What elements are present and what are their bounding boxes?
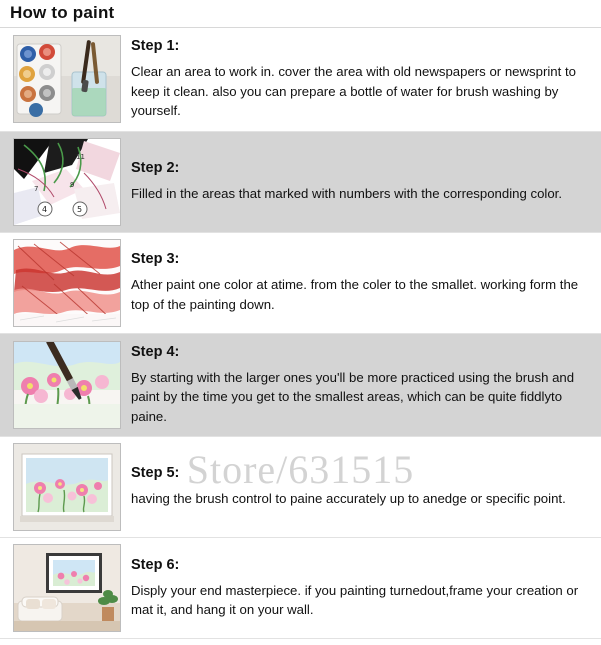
step-row [0,437,601,538]
page-title-bar [0,0,601,27]
step-thumbnail-cell [0,437,127,537]
step-label: Step 1: [131,38,180,54]
step-text-cell [127,233,601,333]
step-label: Step 4: [131,343,180,360]
step-text-cell [127,28,601,131]
svg-text:11: 11 [76,152,85,161]
brush-painting-flowers-photo [13,341,121,429]
step-row [0,28,601,132]
step-body: Disply your end masterpiece. if you painting turnedout,frame your creation or mat it, and hang it on your wall. [131,582,579,617]
finished-floral-painting-photo [13,443,121,531]
svg-text:5: 5 [77,204,83,214]
step-body: By starting with the larger ones you'll be more practiced using the brush and paint by the time you get to the smallest areas, which can be quite fiddlyto paine. [131,369,575,424]
framed-painting-on-wall-photo [13,544,121,632]
step-body: Clear an area to work in. cover the area with old newspapers or newsprint to keep it clean. also you can prepare a bottle of water for brush washing by yourself. [131,64,576,118]
step-row [0,233,601,334]
steps-list [0,27,601,639]
step-label: Step 3: [131,251,180,267]
step-text-cell [127,538,601,638]
step-thumbnail-cell [0,28,127,131]
svg-text:7: 7 [34,184,39,193]
step-text-cell [127,334,601,437]
step-row [0,334,601,438]
step-label: Step 2: [131,159,180,176]
step-row [0,132,601,233]
numbered-canvas-outline-photo [13,138,121,226]
step-thumbnail-cell [0,538,127,638]
step-thumbnail-cell [0,233,127,333]
step-body: having the brush control to paine accurately up to anedge or specific point. [131,491,566,507]
step-thumbnail-cell [0,132,127,232]
partly-painted-red-canvas-photo [13,239,121,327]
store-watermark: Store/631515 [186,447,415,492]
step-label: Step 5: [131,465,180,482]
page-title: How to paint [10,3,115,22]
step-label: Step 6: [131,556,180,573]
paint-pots-and-brushes-photo [13,35,121,123]
step-body: Filled in the areas that marked with numbers with the corresponding color. [131,185,563,201]
svg-text:4: 4 [42,204,48,214]
step-row [0,538,601,639]
step-body: Ather paint one color at atime. from the coler to the smallet. working form the top of the painting down. [131,277,579,312]
step-text-cell [127,132,601,232]
step-text-cell [127,437,601,537]
step-thumbnail-cell [0,334,127,437]
svg-text:9: 9 [70,180,75,189]
